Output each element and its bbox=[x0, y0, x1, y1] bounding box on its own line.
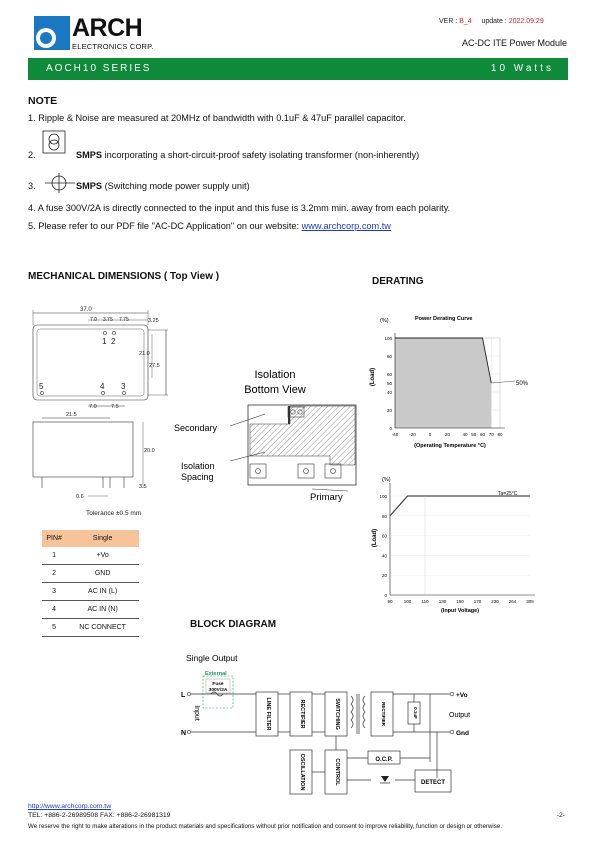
input-label: Input bbox=[193, 705, 200, 721]
derating-x-tick: -20 bbox=[409, 432, 416, 437]
derating-area bbox=[395, 338, 491, 428]
isolation-spacing-label-1: Isolation bbox=[181, 461, 215, 471]
capacitor-label: 0.1uF bbox=[413, 707, 418, 719]
derating-unit: (%) bbox=[380, 318, 389, 324]
vchart-ylabel: (Load) bbox=[372, 528, 378, 548]
pin-header-single: Single bbox=[66, 530, 139, 547]
table-row: 3 AC IN (L) bbox=[42, 583, 139, 601]
rectifier2-block: RECTIFIER bbox=[381, 702, 386, 726]
dim-75: 7.5 bbox=[111, 404, 119, 410]
isolation-title-2: Bottom View bbox=[244, 384, 306, 396]
note-title: NOTE bbox=[28, 95, 58, 107]
input-n-label: N bbox=[181, 730, 187, 737]
derating-y-tick: 40 bbox=[386, 390, 392, 395]
footer-website-link[interactable]: http://www.archcorp.com.tw bbox=[28, 803, 112, 810]
dim-775: 7.75 bbox=[119, 317, 129, 323]
dim-7a: 7.0 bbox=[90, 317, 97, 323]
version-value: B_4 bbox=[459, 18, 472, 25]
derating-x-tick: 60 bbox=[479, 432, 486, 437]
derating-y-tick: 100 bbox=[384, 336, 392, 341]
derating-x-tick: 80 bbox=[497, 432, 503, 437]
block-diagram-title: BLOCK DIAGRAM bbox=[190, 619, 277, 630]
dim-215: 21.5 bbox=[66, 412, 77, 418]
vchart-x-tick: 90 bbox=[387, 599, 393, 604]
safety-transformer-icon bbox=[42, 130, 66, 159]
vchart-line bbox=[390, 496, 530, 516]
dim-20: 20.0 bbox=[144, 448, 155, 454]
derating-annotation: 50% bbox=[516, 381, 529, 387]
table-row: 4 AC IN (N) bbox=[42, 601, 139, 619]
gnd-label: Gnd bbox=[456, 730, 469, 737]
pin-label-1: 1 bbox=[102, 337, 107, 346]
table-row: 2 GND bbox=[42, 565, 139, 583]
series-name: AOCH10 SERIES bbox=[46, 63, 152, 74]
series-watts: 10 Watts bbox=[490, 63, 554, 74]
isolation-diagram bbox=[170, 360, 360, 510]
isolation-spacing-label-2: Spacing bbox=[181, 472, 214, 482]
footer-url bbox=[28, 803, 111, 810]
switching-block: SWITCHING bbox=[334, 698, 340, 730]
mechanical-drawing bbox=[28, 300, 168, 522]
derating-x-tick: 20 bbox=[444, 432, 451, 437]
note-line-2: 2. bbox=[28, 150, 36, 160]
vchart-x-tick: 130 bbox=[438, 599, 447, 604]
brand-name: ARCH bbox=[72, 14, 143, 42]
derating-y-tick: 0 bbox=[389, 426, 392, 431]
note-line-1: 1. Ripple & Noise are measured at 20MHz of bandwidth with 0.1uF & 47uF parallel capacitor. bbox=[28, 113, 406, 123]
note-line-3: 3. bbox=[28, 181, 36, 191]
output-label: Output bbox=[449, 712, 471, 719]
version-line: VER : B_4 update : 2022.09.29 bbox=[439, 18, 544, 25]
mech-title: MECHANICAL DIMENSIONS ( Top View ) bbox=[28, 271, 220, 282]
module-title: AC-DC ITE Power Module bbox=[461, 38, 567, 48]
vchart-y-tick: 20 bbox=[381, 573, 387, 579]
dim-7b: 7.0 bbox=[89, 404, 97, 410]
rectifier-block: RECTIFIER bbox=[299, 699, 305, 729]
note-line-2-text: SMPS incorporating a short-circuit-proof safety isolating transformer (non-inherently) bbox=[76, 150, 420, 160]
input-l-label: L bbox=[181, 692, 186, 699]
tolerance-label: Tolerance ±0.5 mm bbox=[86, 510, 142, 517]
fuse-label-1: Fuse bbox=[212, 682, 224, 687]
pin-label-4: 4 bbox=[100, 382, 105, 391]
vchart-x-tick: 170 bbox=[473, 599, 482, 604]
oscillation-block: OSCILLATION bbox=[299, 753, 305, 791]
derating-y-tick: 20 bbox=[386, 408, 392, 413]
vo-label: +Vo bbox=[456, 692, 468, 699]
vchart-y-tick: 40 bbox=[381, 553, 387, 559]
vchart-y-tick: 0 bbox=[384, 593, 387, 598]
vchart-y-tick: 60 bbox=[381, 533, 387, 539]
block-diagram bbox=[175, 650, 485, 800]
derating-x-tick: 50 bbox=[471, 432, 477, 437]
note-line-3-text: SMPS (Switching mode power supply unit) bbox=[76, 181, 250, 191]
derating-chart bbox=[360, 305, 560, 455]
primary-label: Primary bbox=[310, 492, 343, 503]
vchart-xlabel: (Input Voltage) bbox=[440, 608, 480, 614]
website-link[interactable]: www.archcorp.com.tw bbox=[301, 221, 391, 231]
derating-y-tick: 60 bbox=[386, 372, 392, 377]
vchart-y-tick: 80 bbox=[381, 513, 387, 519]
derating-x-tick: 0 bbox=[428, 432, 432, 437]
derating-x-tick: 40 bbox=[462, 432, 468, 437]
isolation-title-1: Isolation bbox=[254, 369, 296, 381]
input-voltage-chart bbox=[360, 468, 560, 618]
line-filter-block: LINE FILTER bbox=[265, 697, 271, 731]
footer-contact: TEL: +886-2-26989508 FAX: +886-2-26981319 bbox=[28, 812, 171, 819]
smps-symbol-icon bbox=[44, 172, 76, 199]
note-line-4: 4. A fuse 300V/2A is directly connected to the input and this fuse is 3.2mm min. away from each polarity. bbox=[28, 203, 451, 213]
dim-375: 3.75 bbox=[103, 317, 113, 323]
table-row: 5 NC CONNECT bbox=[42, 619, 139, 637]
derating-x-tick: 70 bbox=[488, 432, 494, 437]
pin-label-3: 3 bbox=[121, 382, 126, 391]
fuse-label-2: 300V/2A bbox=[208, 688, 228, 693]
derating-curve-title: Power Derating Curve bbox=[415, 316, 473, 322]
vchart-annotation: Ta=25°C bbox=[498, 491, 518, 497]
ocp-block: O.C.P. bbox=[375, 757, 393, 763]
derating-ylabel: (Load) bbox=[370, 367, 376, 387]
external-label: External bbox=[205, 671, 227, 677]
derating-xlabel: (Operating Temperature °C) bbox=[414, 443, 486, 449]
dim-35: 3.5 bbox=[139, 484, 147, 490]
update-value: 2022.09.29 bbox=[508, 18, 544, 25]
derating-x-tick: -40 bbox=[391, 432, 399, 437]
pin-label-2: 2 bbox=[111, 337, 116, 346]
vchart-unit: (%) bbox=[382, 477, 391, 483]
arch-logo bbox=[34, 16, 70, 50]
vchart-x-tick: 150 bbox=[456, 599, 464, 604]
dim-21: 21.0 bbox=[139, 351, 150, 357]
page-number: -2- bbox=[556, 812, 565, 819]
detect-block: DETECT bbox=[421, 780, 445, 786]
derating-y-tick: 80 bbox=[386, 354, 392, 359]
footer-disclaimer: We reserve the right to make alterations in the product materials and specifications without prior notification and consent to improve reliability, function or design or otherwise. bbox=[28, 823, 503, 830]
table-row: 1 +Vo bbox=[42, 547, 139, 565]
dim-325: 3.25 bbox=[148, 318, 159, 324]
pin-header-pin: PIN# bbox=[42, 530, 66, 547]
derating-y-tick: 50 bbox=[386, 381, 392, 386]
dim-275: 27.5 bbox=[149, 363, 160, 369]
control-block: CONTROL bbox=[334, 758, 340, 786]
block-subtitle: Single Output bbox=[186, 653, 238, 663]
vchart-x-tick: 264 bbox=[508, 599, 517, 604]
series-banner bbox=[28, 58, 568, 80]
secondary-label: Secondary bbox=[174, 423, 218, 433]
vchart-x-tick: 100 bbox=[403, 599, 412, 604]
pin-label-5: 5 bbox=[39, 382, 44, 391]
pin-table-header bbox=[42, 530, 139, 547]
derating-title: DERATING bbox=[372, 276, 424, 287]
note-line-5: 5. Please refer to our PDF file "AC-DC Application" on our website: www.archcorp.com.tw bbox=[28, 221, 391, 231]
vchart-x-tick: 110 bbox=[421, 599, 429, 604]
pin-table bbox=[42, 530, 139, 637]
dim-37: 37.0 bbox=[80, 307, 92, 313]
vchart-x-tick: 305 bbox=[526, 599, 534, 604]
vchart-y-tick: 100 bbox=[379, 494, 387, 499]
vchart-x-tick: 230 bbox=[491, 599, 499, 604]
brand-subtitle: ELECTRONICS CORP. bbox=[72, 42, 154, 51]
dim-06: 0.6 bbox=[76, 494, 84, 500]
